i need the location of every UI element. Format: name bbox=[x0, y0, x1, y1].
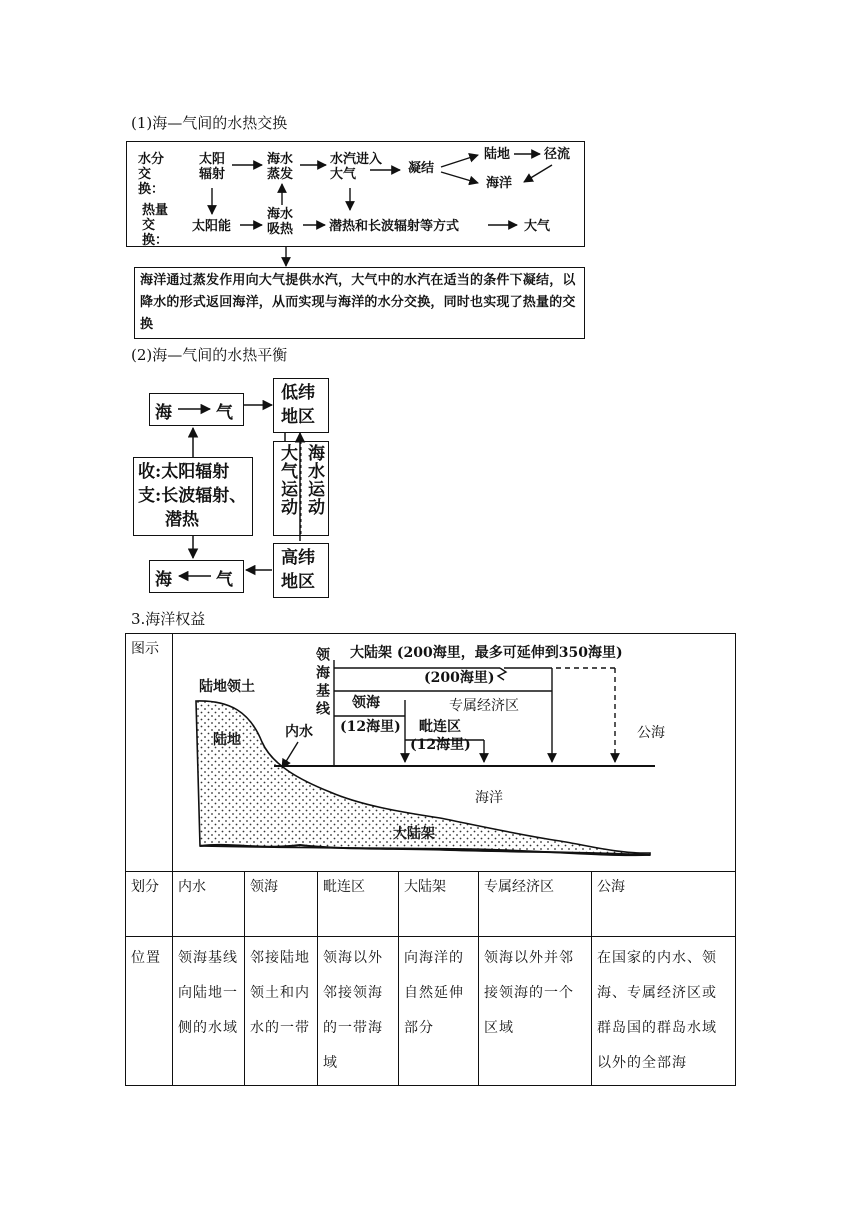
sea-motion-label: 海水运动 bbox=[304, 444, 324, 516]
summary-text: 海洋通过蒸发作用向大气提供水汽，大气中的水汽在适当的条件下凝结，以降水的形式返回海洋，从而实现与海洋的水分交换，同时也实现了热量的交换 bbox=[140, 273, 576, 332]
section-2-heading: (2)海—气间的水热平衡 bbox=[131, 346, 288, 364]
income-label: 收:太阳辐射 bbox=[138, 462, 230, 482]
latent-heat-label: 潜热 bbox=[165, 510, 199, 530]
division-cell: 毗连区 bbox=[318, 872, 399, 937]
solar-energy-node: 太阳能 bbox=[192, 219, 232, 234]
land-node: 陆地 bbox=[484, 147, 511, 162]
land-territory-label: 陆地领土 bbox=[199, 679, 255, 695]
sea-absorb-heat-node: 海水吸热 bbox=[267, 207, 294, 237]
heat-exchange-label: 热量交换： bbox=[142, 203, 169, 248]
solar-radiation-node: 太阳辐射 bbox=[199, 152, 226, 182]
ocean-node: 海洋 bbox=[486, 176, 513, 191]
condense-node: 凝结 bbox=[408, 161, 435, 176]
territorial-12-label: (12海里) bbox=[340, 719, 401, 735]
air-label-top: 气 bbox=[216, 403, 233, 423]
air-label-bottom: 气 bbox=[216, 570, 233, 590]
division-cell: 公海 bbox=[592, 872, 736, 937]
ocean-label: 海洋 bbox=[475, 790, 503, 806]
division-cell: 内水 bbox=[173, 872, 245, 937]
division-cell: 领海 bbox=[245, 872, 318, 937]
division-cell: 大陆架 bbox=[399, 872, 479, 937]
internal-waters-label: 内水 bbox=[285, 724, 313, 740]
runoff-node: 径流 bbox=[544, 147, 571, 162]
contiguous-zone-label: 毗连区 bbox=[419, 719, 461, 735]
sea-label-top: 海 bbox=[155, 403, 172, 423]
high-latitude-label: 高纬地区 bbox=[281, 548, 315, 592]
sea-label-bottom: 海 bbox=[155, 570, 172, 590]
expense-label: 支:长波辐射、 bbox=[138, 486, 247, 506]
position-cell: 向海洋的自然延伸部分 bbox=[399, 937, 479, 1086]
contiguous-12-label: (12海里) bbox=[410, 737, 471, 753]
sea-evaporation-node: 海水蒸发 bbox=[267, 152, 294, 182]
atmosphere-node: 大气 bbox=[524, 219, 551, 234]
table-row-label: 位置 bbox=[126, 937, 173, 1086]
division-cell: 专属经济区 bbox=[479, 872, 592, 937]
eez-label: 专属经济区 bbox=[449, 698, 519, 714]
high-seas-label: 公海 bbox=[637, 725, 665, 741]
latent-heat-node: 潜热和长波辐射等方式 bbox=[329, 219, 460, 234]
vapor-into-air-node: 水汽进入大气 bbox=[330, 152, 383, 182]
air-motion-label: 大气运动 bbox=[277, 444, 297, 516]
table-row-label: 划分 bbox=[126, 872, 173, 937]
baseline-label: 领海基线 bbox=[314, 647, 330, 719]
section-1-heading: (1)海—气间的水热交换 bbox=[131, 114, 288, 132]
water-exchange-label: 水分交换： bbox=[138, 152, 165, 197]
section-3-heading: 3.海洋权益 bbox=[131, 610, 206, 628]
table-row-label: 图示 bbox=[126, 634, 173, 872]
position-cell: 邻接陆地领土和内水的一带 bbox=[245, 937, 318, 1086]
position-cell: 领海以外邻接领海的一带海域 bbox=[318, 937, 399, 1086]
position-cell: 在国家的内水、领海、专属经济区或群岛国的群岛水域以外的全部海 bbox=[592, 937, 736, 1086]
territorial-sea-label: 领海 bbox=[352, 695, 380, 711]
low-latitude-label: 低纬地区 bbox=[281, 383, 315, 427]
eez-200-label: (200海里) bbox=[424, 670, 495, 686]
position-cell: 领海基线向陆地一侧的水域 bbox=[173, 937, 245, 1086]
position-cell: 领海以外并邻接领海的一个区域 bbox=[479, 937, 592, 1086]
shelf-range-label: 大陆架 (200海里，最多可延伸到350海里) bbox=[350, 645, 623, 661]
